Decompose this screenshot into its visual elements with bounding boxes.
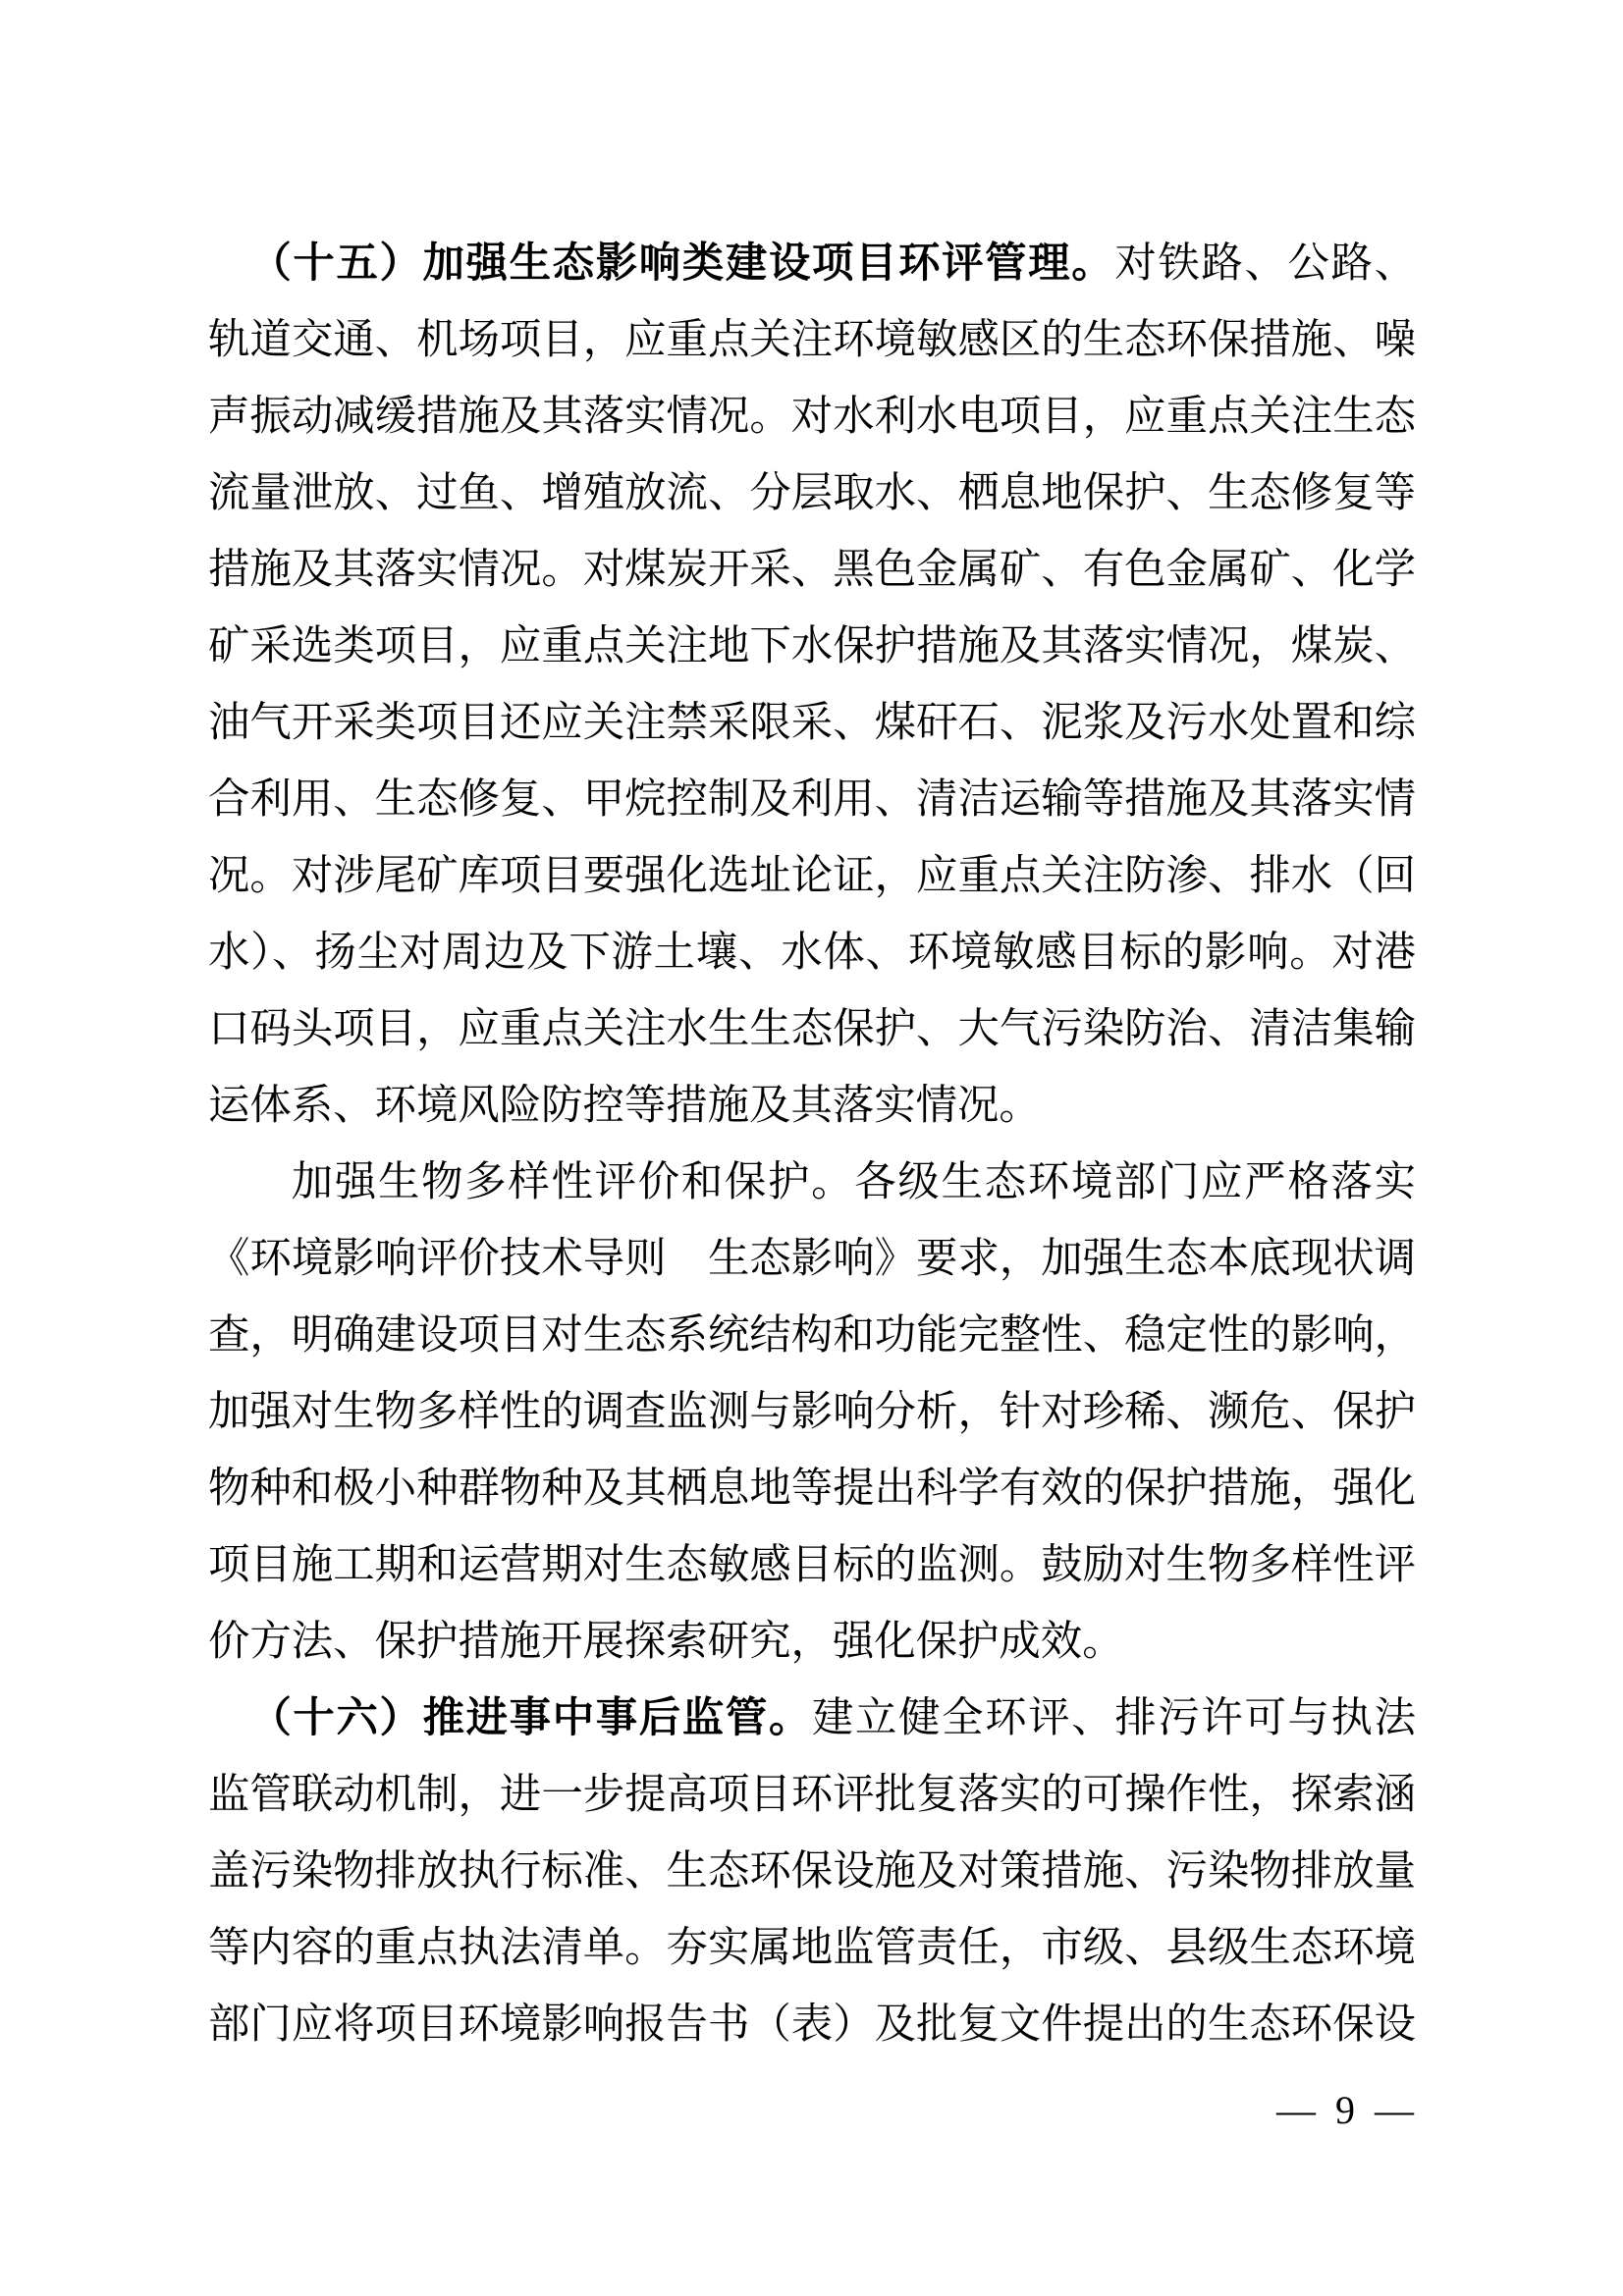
text-segment: 项目施工期和运营期对生态敏感目标的监测。鼓励对生物多样性评 — [208, 1542, 1416, 1588]
text-line — [208, 609, 1416, 685]
text-line — [208, 1910, 1416, 1987]
section-heading: （十六）推进事中事后监管。 — [249, 1695, 812, 1741]
text-segment: 运体系、环境风险防控等措施及其落实情况。 — [208, 1083, 1041, 1129]
text-segment: 加强生物多样性评价和保护。各级生态环境部门应严格落实 — [291, 1159, 1416, 1205]
text-segment: 查，明确建设项目对生态系统结构和功能完整性、稳定性的影响， — [208, 1312, 1416, 1359]
text-line — [208, 915, 1416, 991]
text-line — [208, 1604, 1416, 1681]
text-line — [208, 838, 1416, 915]
text-line — [208, 1451, 1416, 1527]
text-segment: 价方法、保护措施开展探索研究，强化保护成效。 — [208, 1619, 1124, 1665]
text-line-section-start — [208, 1681, 1416, 1757]
text-line — [208, 1068, 1416, 1145]
text-line — [208, 762, 1416, 838]
text-line — [208, 302, 1416, 379]
text-line — [208, 1298, 1416, 1374]
text-segment: 水）、扬尘对周边及下游土壤、水体、环境敏感目标的影响。对港 — [208, 930, 1416, 976]
text-line-section-start — [208, 226, 1416, 302]
text-segment: 措施及其落实情况。对煤炭开采、黑色金属矿、有色金属矿、化学 — [208, 547, 1416, 593]
text-segment: 声振动减缓措施及其落实情况。对水利水电项目，应重点关注生态 — [208, 394, 1416, 440]
text-segment: 对铁路、公路、 — [1114, 240, 1416, 287]
text-line — [208, 1757, 1416, 1834]
text-segment: 等内容的重点执法清单。夯实属地监管责任，市级、县级生态环境 — [208, 1925, 1416, 1971]
text-segment: 轨道交通、机场项目，应重点关注环境敏感区的生态环保措施、噪 — [208, 317, 1416, 363]
text-line — [208, 1221, 1416, 1298]
text-line — [208, 1834, 1416, 1910]
text-line — [208, 991, 1416, 1068]
text-line — [208, 1987, 1416, 2063]
text-segment: 况。对涉尾矿库项目要强化选址论证，应重点关注防渗、排水（回 — [208, 853, 1416, 899]
text-segment: 油气开采类项目还应关注禁采限采、煤矸石、泥浆及污水处置和综 — [208, 700, 1416, 746]
text-segment: 盖污染物排放执行标准、生态环保设施及对策措施、污染物排放量 — [208, 1848, 1416, 1895]
text-line — [208, 685, 1416, 762]
text-line — [208, 1374, 1416, 1451]
page-footer — [1276, 2087, 1414, 2134]
page-number: — 9 — — [1276, 2088, 1414, 2132]
text-line — [208, 379, 1416, 455]
section-heading: （十五）加强生态影响类建设项目环评管理。 — [249, 240, 1115, 287]
text-line — [208, 1145, 1416, 1221]
text-segment: 口码头项目，应重点关注水生生态保护、大气污染防治、清洁集输 — [208, 1006, 1416, 1052]
text-segment: 矿采选类项目，应重点关注地下水保护措施及其落实情况，煤炭、 — [208, 623, 1416, 669]
text-segment: 监管联动机制，进一步提高项目环评批复落实的可操作性，探索涵 — [208, 1772, 1416, 1818]
text-segment: 加强对生物多样性的调查监测与影响分析，针对珍稀、濒危、保护 — [208, 1389, 1416, 1435]
text-segment: 建立健全环评、排污许可与执法 — [812, 1695, 1416, 1741]
text-segment: 流量泄放、过鱼、增殖放流、分层取水、栖息地保护、生态修复等 — [208, 470, 1416, 516]
document-body — [208, 226, 1416, 2063]
text-segment: 《环境影响评价技术导则 生态影响》要求，加强生态本底现状调 — [208, 1236, 1416, 1282]
text-line — [208, 1527, 1416, 1604]
text-segment: 合利用、生态修复、甲烷控制及利用、清洁运输等措施及其落实情 — [208, 776, 1416, 823]
text-line — [208, 532, 1416, 609]
text-line — [208, 455, 1416, 532]
text-segment: 物种和极小种群物种及其栖息地等提出科学有效的保护措施，强化 — [208, 1466, 1416, 1512]
text-segment: 部门应将项目环境影响报告书（表）及批复文件提出的生态环保设 — [208, 2002, 1416, 2048]
